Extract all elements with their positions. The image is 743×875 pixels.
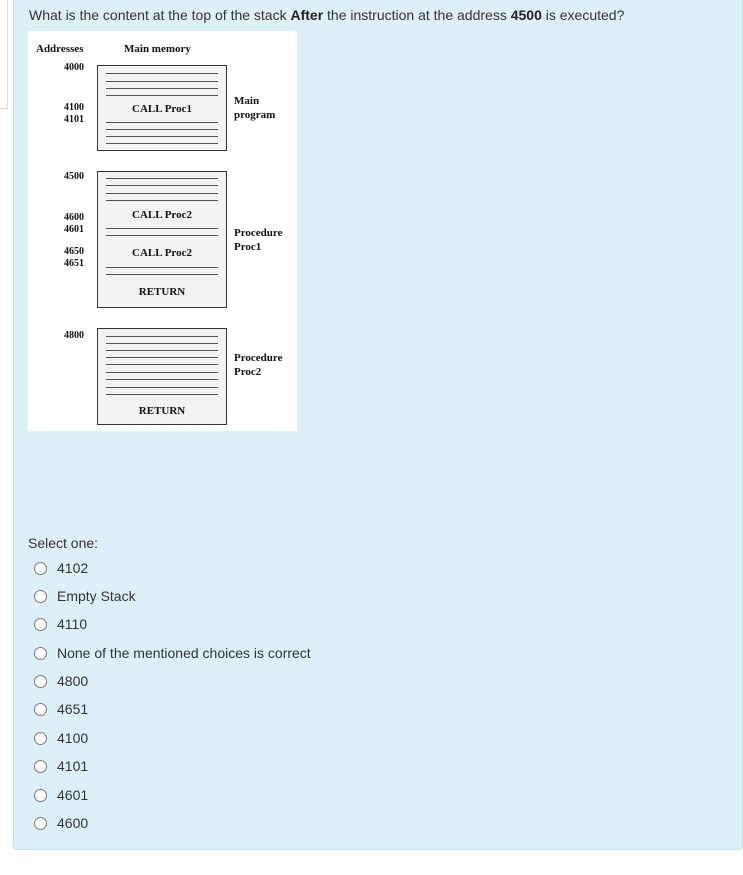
option-4110[interactable]: 4110 [34, 614, 87, 634]
option-4800[interactable]: 4800 [34, 671, 88, 691]
radio-button[interactable] [34, 789, 47, 802]
call-proc2-instruction-1: CALL Proc2 [132, 209, 192, 221]
address-4000: 4000 [64, 62, 84, 73]
address-4101: 4101 [64, 114, 84, 125]
radio-button[interactable] [34, 703, 47, 716]
address-4800: 4800 [64, 330, 84, 341]
option-4102[interactable]: 4102 [34, 558, 88, 578]
return-instruction-proc2: RETURN [138, 405, 186, 417]
address-4100: 4100 [64, 102, 84, 113]
main-program-label: Main program [234, 95, 276, 121]
radio-button[interactable] [34, 647, 47, 660]
memory-diagram [28, 31, 297, 431]
procedure-proc1-block [97, 171, 227, 308]
address-4650: 4650 [64, 246, 84, 257]
question-text: What is the content at the top of the stack After the instruction at the address 4500 is executed? [29, 7, 625, 23]
select-one-label: Select one: [28, 535, 99, 551]
option-4600[interactable]: 4600 [34, 813, 88, 833]
main-program-block [97, 65, 227, 151]
address-4651: 4651 [64, 258, 84, 269]
procedure-proc2-label: Procedure Proc2 [234, 352, 283, 378]
side-panel-edge [0, 0, 8, 109]
radio-button[interactable] [34, 760, 47, 773]
question-panel [13, 0, 743, 850]
call-proc2-instruction-2: CALL Proc2 [132, 247, 192, 259]
option-4651[interactable]: 4651 [34, 699, 88, 719]
radio-button[interactable] [34, 562, 47, 575]
radio-button[interactable] [34, 590, 47, 603]
address-4500: 4500 [64, 171, 84, 182]
radio-button[interactable] [34, 732, 47, 745]
procedure-proc1-label: Procedure Proc1 [234, 227, 283, 253]
main-memory-header: Main memory [124, 43, 191, 55]
option-none-correct[interactable]: None of the mentioned choices is correct [34, 643, 311, 663]
option-4601[interactable]: 4601 [34, 785, 88, 805]
radio-button[interactable] [34, 618, 47, 631]
option-4100[interactable]: 4100 [34, 728, 88, 748]
radio-button[interactable] [34, 675, 47, 688]
addresses-header: Addresses [36, 43, 84, 55]
option-empty-stack[interactable]: Empty Stack [34, 586, 136, 606]
address-4601: 4601 [64, 224, 84, 235]
radio-button[interactable] [34, 817, 47, 830]
address-4600: 4600 [64, 212, 84, 223]
return-instruction-proc1: RETURN [138, 286, 186, 298]
option-4101[interactable]: 4101 [34, 756, 88, 776]
call-proc1-instruction: CALL Proc1 [132, 103, 192, 115]
procedure-proc2-block [97, 328, 227, 425]
